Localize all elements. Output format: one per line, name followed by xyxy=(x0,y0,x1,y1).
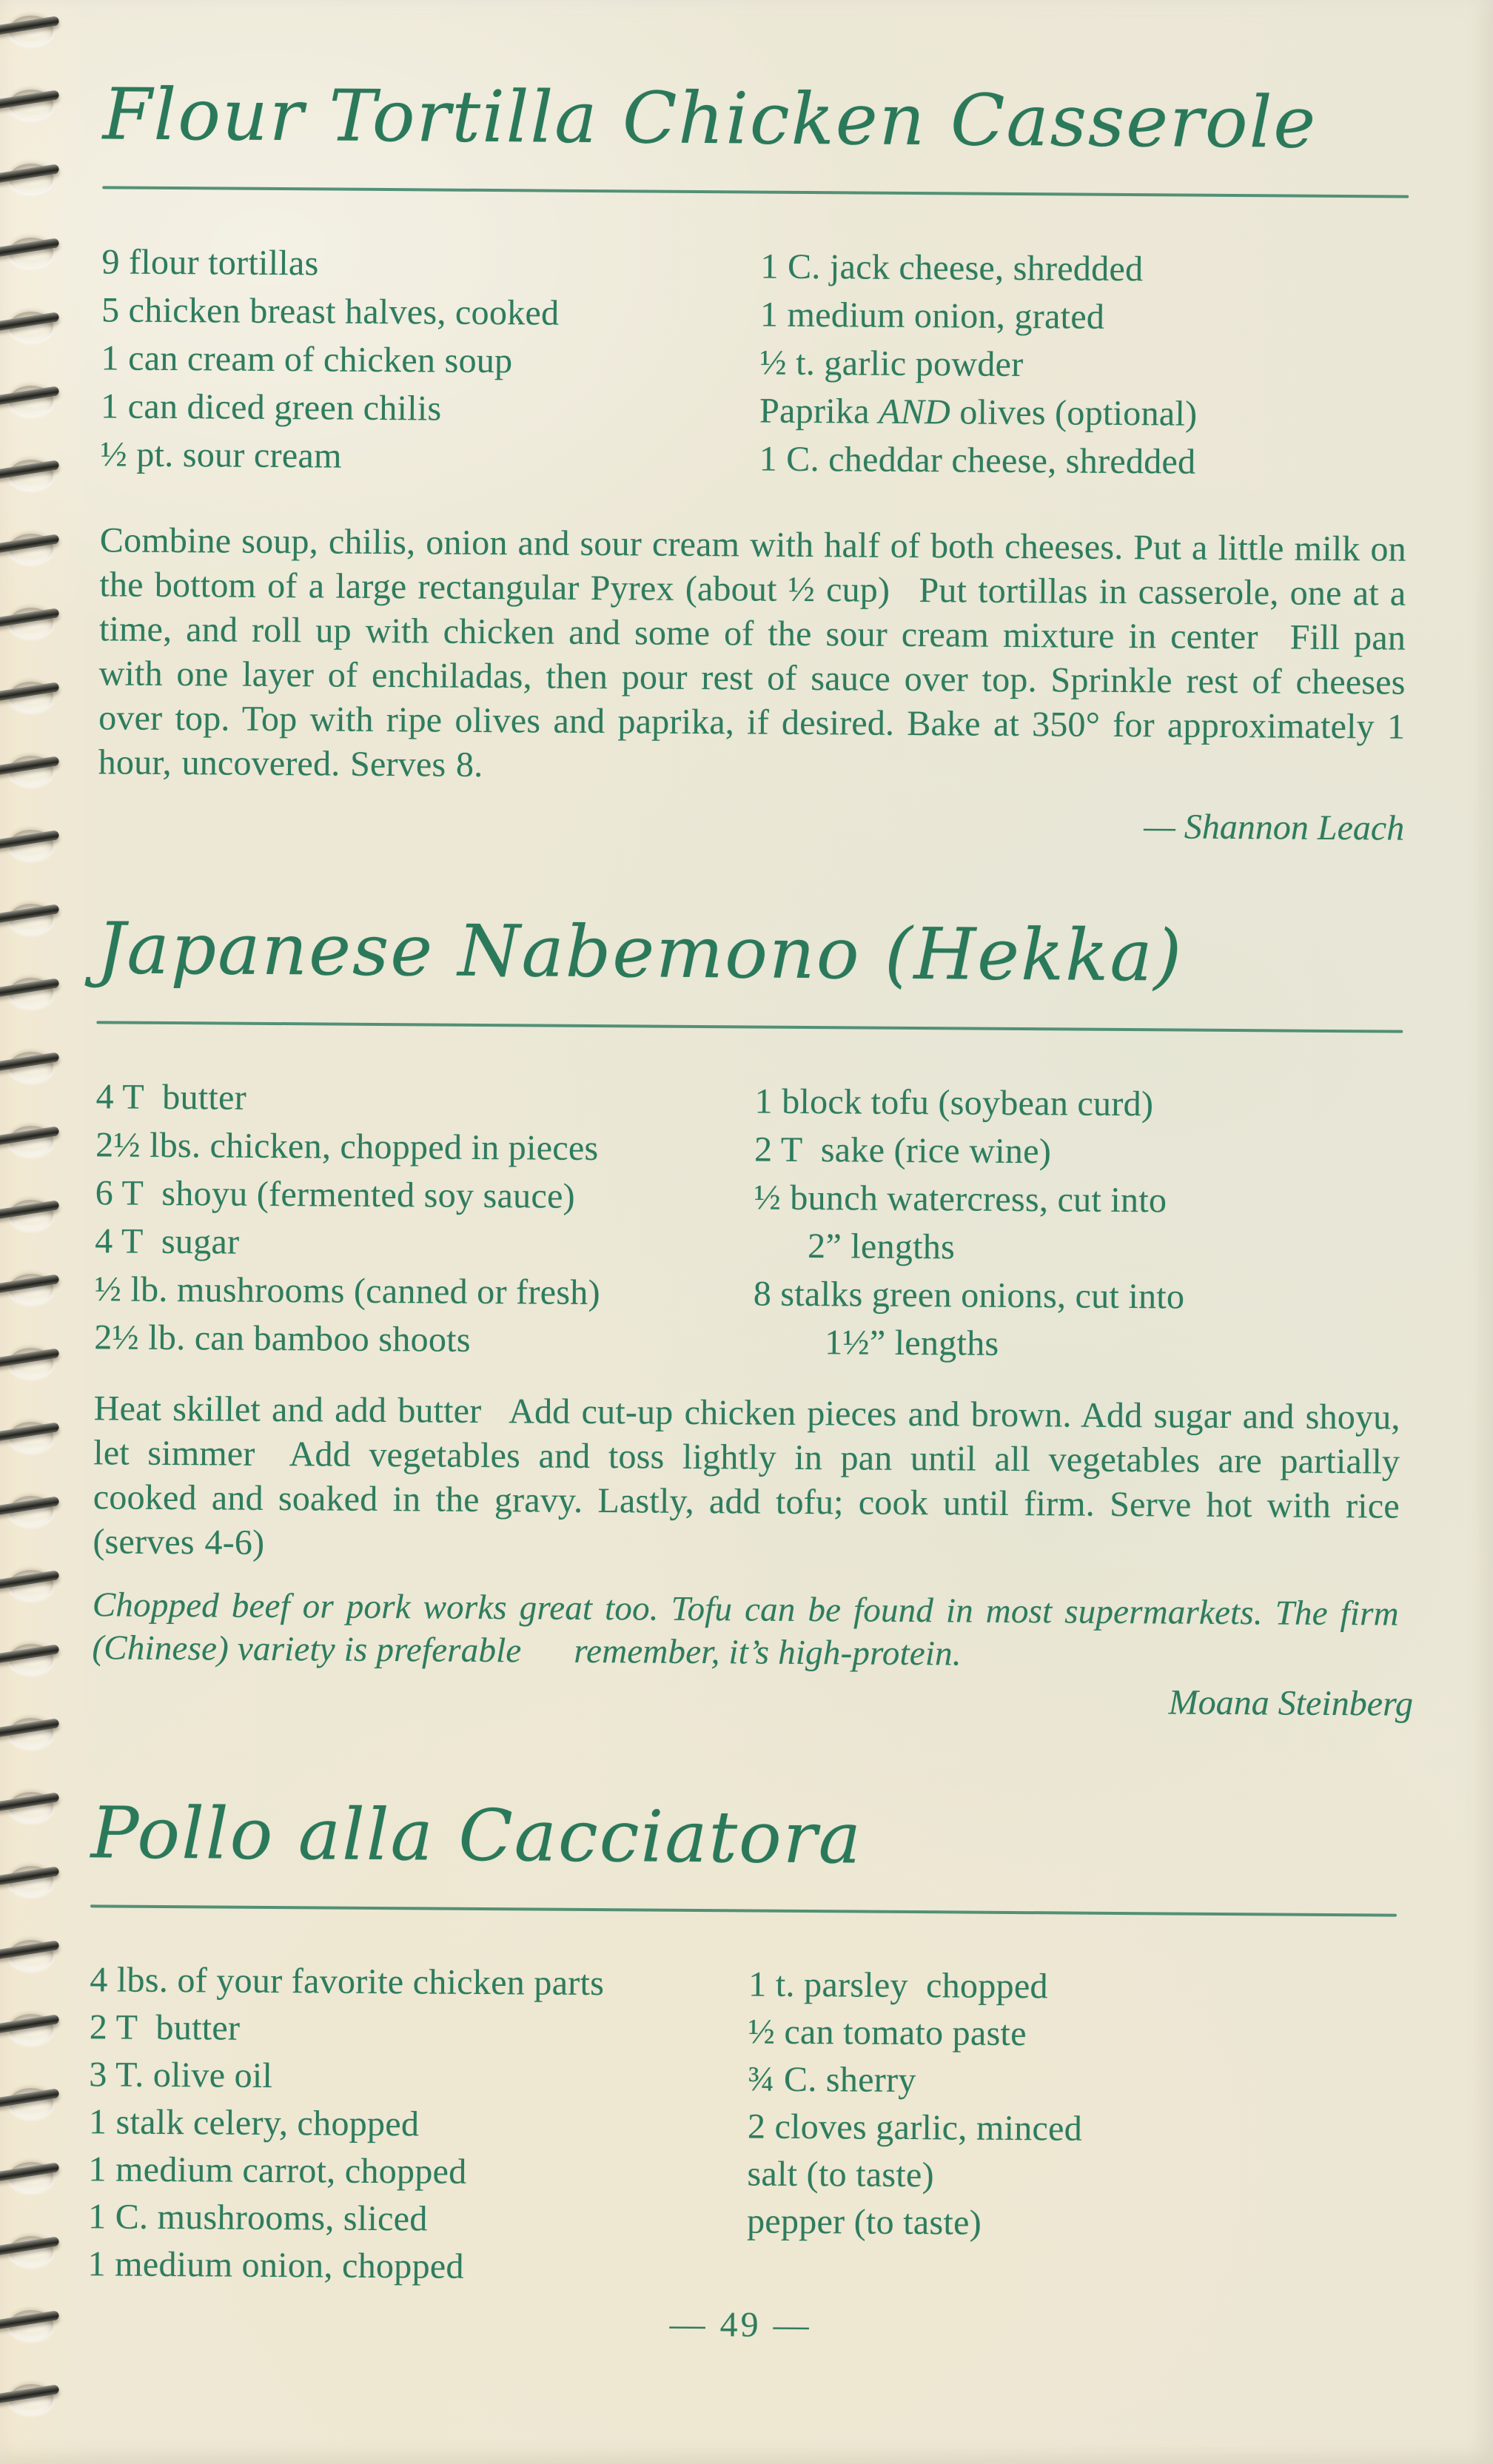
binding-hole-unit xyxy=(0,1934,85,1978)
ingredient-line: pepper (to taste) xyxy=(746,2201,982,2243)
ingredient-line: Paprika AND olives (optional) xyxy=(759,391,1198,434)
ingredient-column-1 xyxy=(87,1956,748,2292)
ingredient-column-2 xyxy=(759,243,1408,488)
ingredient-line: 3 T. olive oil xyxy=(89,2055,273,2096)
ingredient-line: 1 t. parsley chopped xyxy=(748,1964,1049,2007)
title-underline xyxy=(90,1904,1397,1916)
contributor-attribution: — Shannon Leach xyxy=(1144,807,1405,849)
ingredient-columns xyxy=(100,238,1408,488)
contributor-attribution: Moana Steinberg xyxy=(1168,1682,1414,1724)
ingredient-line: salt (to taste) xyxy=(747,2154,935,2195)
binding-hole-unit xyxy=(0,1786,85,1830)
ingredient-line: 2 T sake (rice wine) xyxy=(754,1129,1052,1172)
instructions-paragraph: Combine soup, chilis, onion and sour cream with half of both cheeses. Put a little milk on the bottom of a large rectangular Pyrex (about ½ cup) Put tortillas in casserole, one at a time, and roll up with chicken and some of the sour cream mixture in center Fill pan with one layer of enchiladas, then pour rest of sauce over top. Sprinkle rest of cheeses over top. Top with ripe olives and paprika, if desired. Bake at 350° for approximately 1 hour, uncovered. Serves 8. xyxy=(98,520,1407,785)
ingredient-line: 4 T sugar xyxy=(95,1221,240,1262)
binding-hole-unit xyxy=(0,2008,85,2052)
binding-hole-unit xyxy=(0,1564,85,1608)
ingredient-columns xyxy=(94,1072,1403,1370)
binding-hole-unit xyxy=(0,454,85,498)
binding-hole-unit xyxy=(0,306,85,350)
ingredient-line: 1½” lengths xyxy=(753,1322,999,1363)
ingredient-line: 1 medium onion, chopped xyxy=(87,2244,464,2286)
ingredient-line: 1 C. jack cheese, shredded xyxy=(760,246,1144,289)
ingredient-columns xyxy=(87,1956,1396,2297)
recipe-title: Flour Tortilla Chicken Casserole xyxy=(102,73,1318,164)
binding-hole-unit xyxy=(0,1490,85,1534)
ingredient-line: ½ lb. mushrooms (canned or fresh) xyxy=(94,1269,601,1312)
ingredient-column-2 xyxy=(753,1077,1403,1370)
ingredient-line: ¾ C. sherry xyxy=(748,2059,916,2101)
recipe-note: Chopped beef or pork works great too. Tofu can be found in most supermarkets. The firm (Chinese) variety is preferable remember, it’s high-protein. xyxy=(92,1585,1399,1674)
binding-hole-unit xyxy=(0,380,85,424)
recipe-section xyxy=(98,73,1409,852)
binding-hole-unit xyxy=(0,750,85,794)
ingredient-line: 5 chicken breast halves, cooked xyxy=(101,290,560,334)
binding-hole-unit xyxy=(0,898,85,942)
ingredient-line: 2 cloves garlic, minced xyxy=(747,2107,1083,2149)
ingredient-line: 1 medium carrot, chopped xyxy=(88,2149,467,2192)
binding-hole-unit xyxy=(0,824,85,868)
ingredient-line: 2” lengths xyxy=(754,1226,956,1267)
ingredient-line: 1 can diced green chilis xyxy=(100,386,442,429)
binding-hole-unit xyxy=(0,10,85,54)
ingredient-line: 2½ lb. can bamboo shoots xyxy=(94,1317,472,1360)
ingredient-line: ½ t. garlic powder xyxy=(759,343,1024,385)
ingredient-line: 2 T butter xyxy=(89,2007,241,2048)
ingredient-line: 1 stalk celery, chopped xyxy=(88,2102,420,2144)
spiral-binding xyxy=(0,0,89,2464)
binding-hole-unit xyxy=(0,232,85,276)
binding-hole-unit xyxy=(0,2378,85,2423)
recipe-section xyxy=(87,1792,1398,2297)
binding-hole-unit xyxy=(0,972,85,1016)
ingredient-line: ½ can tomato paste xyxy=(748,2012,1027,2054)
recipe-title: Japanese Nabemono (Hekka) xyxy=(96,907,1184,998)
ingredient-line: 1 medium onion, grated xyxy=(759,295,1105,338)
binding-hole-unit xyxy=(0,1194,85,1238)
binding-hole-unit xyxy=(0,2304,85,2349)
binding-hole-unit xyxy=(0,1120,85,1164)
instructions-paragraph: Heat skillet and add butter Add cut-up chicken pieces and brown. Add sugar and shoyu, let simmer Add vegetables and toss lightly in pan until all vegetables are partially cooked and soaked in the gravy. Lastly, add tofu; cook until firm. Serve hot with rice (serves 4-6) xyxy=(93,1389,1400,1562)
ingredient-line: 1 can cream of chicken soup xyxy=(101,338,513,381)
binding-hole-unit xyxy=(0,528,85,572)
ingredient-line: 1 C. mushrooms, sliced xyxy=(87,2197,428,2239)
ingredient-line: 4 lbs. of your favorite chicken parts xyxy=(90,1960,605,2004)
ingredient-line: ½ bunch watercress, cut into xyxy=(754,1178,1167,1221)
binding-hole-unit xyxy=(0,84,85,128)
recipe-title: Pollo alla Cacciatora xyxy=(90,1791,863,1880)
binding-hole-unit xyxy=(0,2156,85,2201)
binding-hole-unit xyxy=(0,1046,85,1090)
ingredient-line: 9 flour tortillas xyxy=(101,242,319,283)
binding-hole-unit xyxy=(0,602,85,646)
ingredient-line: 1 block tofu (soybean curd) xyxy=(754,1081,1154,1124)
ingredient-column-1 xyxy=(100,238,760,483)
ingredient-line: 8 stalks green onions, cut into xyxy=(753,1274,1185,1317)
ingredient-line: 2½ lbs. chicken, chopped in pieces xyxy=(95,1125,599,1168)
ingredient-line: ½ pt. sour cream xyxy=(100,434,342,476)
binding-hole-unit xyxy=(0,1268,85,1312)
binding-hole-unit xyxy=(0,158,85,202)
binding-hole-unit xyxy=(0,2082,85,2126)
binding-hole-unit xyxy=(0,1342,85,1386)
binding-hole-unit xyxy=(0,676,85,720)
emphasized-word: AND xyxy=(878,392,951,432)
binding-hole-unit xyxy=(0,1860,85,1904)
title-underline xyxy=(96,1021,1403,1033)
page-number: — 49 — xyxy=(669,2304,812,2346)
ingredient-column-2 xyxy=(746,1961,1396,2297)
binding-hole-unit xyxy=(0,1712,85,1756)
ingredient-column-1 xyxy=(94,1072,755,1366)
binding-hole-unit xyxy=(0,1638,85,1682)
title-underline xyxy=(102,187,1409,198)
ingredient-line: 6 T shoyu (fermented soy sauce) xyxy=(95,1173,576,1216)
recipe-section xyxy=(92,907,1414,1728)
recipes-region xyxy=(87,73,1414,2297)
binding-hole-unit xyxy=(0,2230,85,2275)
ingredient-line: 1 C. cheddar cheese, shredded xyxy=(759,439,1196,483)
ingredient-line: 4 T butter xyxy=(95,1077,247,1118)
binding-hole-unit xyxy=(0,1416,85,1460)
